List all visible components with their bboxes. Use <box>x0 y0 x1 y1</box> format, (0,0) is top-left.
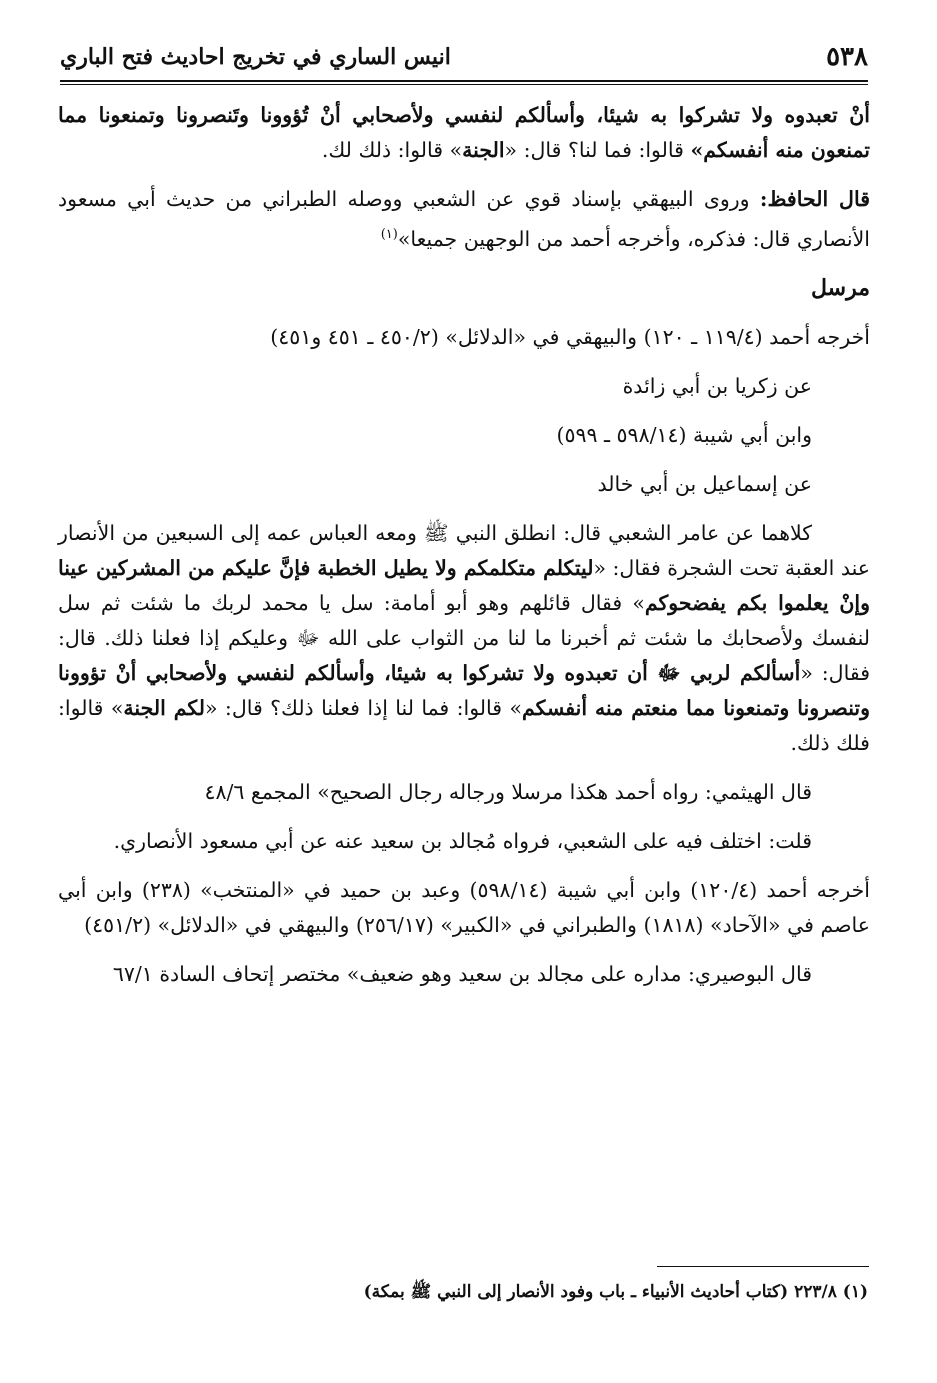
narration-text: قالوا: فما لنا؟ قال: « <box>504 138 691 162</box>
speaker-label: قال الحافظ: <box>759 187 870 211</box>
paragraph-comment: قلت: اختلف فيه على الشعبي، فرواه مُجالد بن سعيد عنه عن أبي مسعود الأنصاري. <box>113 828 812 853</box>
hadith-text: ليتكلم متكلمكم ولا يطيل الخطبة فإنَّ عليكم من المشركين عينا وإنْ يعلموا بكم يفضحوكم <box>58 555 870 615</box>
header-divider <box>60 80 868 85</box>
footnote: (١) ٢٢٣/٨ (كتاب أحاديث الأنبياء ـ باب وفود الأنصار إلى النبي ﷺ بمكة) <box>363 1282 868 1302</box>
narration-text: » فقال قائلهم وهو أبو أمامة: سل يا محمد لربك ما شئت ثم سل لنفسك ولأصحابك ما شئت ثم أخبرنا ما لنا من الثواب على الله ﷻ وعليكم إذا فعلنا ذلك. قال: فقال: « <box>58 590 870 685</box>
narration-text: وروى البيهقي بإسناد قوي عن الشعبي ووصله الطبراني من حديث أبي مسعود الأنصاري قال: فذكره، وأخرجه أحمد من الوجهين جميعا» <box>58 187 870 251</box>
takhrij-line: أخرجه أحمد (١١٩/٤ ـ ١٢٠) والبيهقي في «الدلائل» (٤٥٠/٢ ـ ٤٥١ و٤٥١) <box>270 324 870 349</box>
running-title: انيس الساري في تخريج احاديث فتح الباري <box>60 44 451 70</box>
narration-text: » قالوا: ذلك لك. <box>321 138 463 162</box>
hadith-text: أسألكم لربي ﷻ أن تعبدوه ولا تشركوا به شيئا، وأسألكم لنفسي ولأصحابي أنْ تؤوونا وتنصرونا وتمنعونا مما منعتم منه أنفسكم <box>58 660 871 720</box>
footnote-divider <box>657 1266 869 1267</box>
paragraph-busiri: قال البوصيري: مداره على مجالد بن سعيد وهو ضعيف» مختصر إتحاف السادة ٦٧/١ <box>112 961 812 986</box>
hadith-text: أنْ تعبدوه ولا تشركوا به شيئا، وأسألكم لنفسي ولأصحابي أنْ تُؤوونا وتَنصرونا وتمنعونا مما تمنعون منه أنفسكم» <box>58 103 870 162</box>
paragraph-haythami: قال الهيثمي: رواه أحمد هكذا مرسلا ورجاله رجال الصحيح» المجمع ٤٨/٦ <box>204 779 812 804</box>
hadith-text: الجنة <box>462 138 505 162</box>
paragraph-takhrij: أخرجه أحمد (١٢٠/٤) وابن أبي شيبة (٥٩٨/١٤) وعبد بن حميد في «المنتخب» (٢٣٨) وابن أبي عاصم في «الآحاد» (١٨١٨) والطبراني في «الكبير» (٢٥٦/١٧) والبيهقي في «الدلائل» (٤٥١/٢) <box>58 877 870 937</box>
narration-text: » قالوا: فما لنا إذا فعلنا ذلك؟ قال: « <box>205 695 523 720</box>
page-number: ٥٣٨ <box>826 42 868 72</box>
narration-text: كلاهما عن عامر الشعبي قال: انطلق النبي ﷺ ومعه العباس عمه إلى السبعين من الأنصار عند العقبة تحت الشجرة فقال: « <box>58 520 870 580</box>
paragraph-hadith-continuation <box>58 98 870 168</box>
paragraph-hafiz <box>58 182 870 257</box>
footnote-reference: (١) <box>380 227 398 242</box>
chain-line: عن زكريا بن أبي زائدة <box>622 373 812 398</box>
hadith-text: لكم الجنة <box>123 695 205 720</box>
section-heading: مرسل <box>810 274 870 301</box>
page-body <box>58 98 870 1006</box>
paragraph-hadith <box>58 516 870 761</box>
page-header <box>60 38 868 76</box>
narration-text: » قالوا: فلك ذلك. <box>58 695 870 755</box>
takhrij-line: وابن أبي شيبة (٥٩٨/١٤ ـ ٥٩٩) <box>556 422 812 447</box>
chain-line: عن إسماعيل بن أبي خالد <box>597 471 812 496</box>
